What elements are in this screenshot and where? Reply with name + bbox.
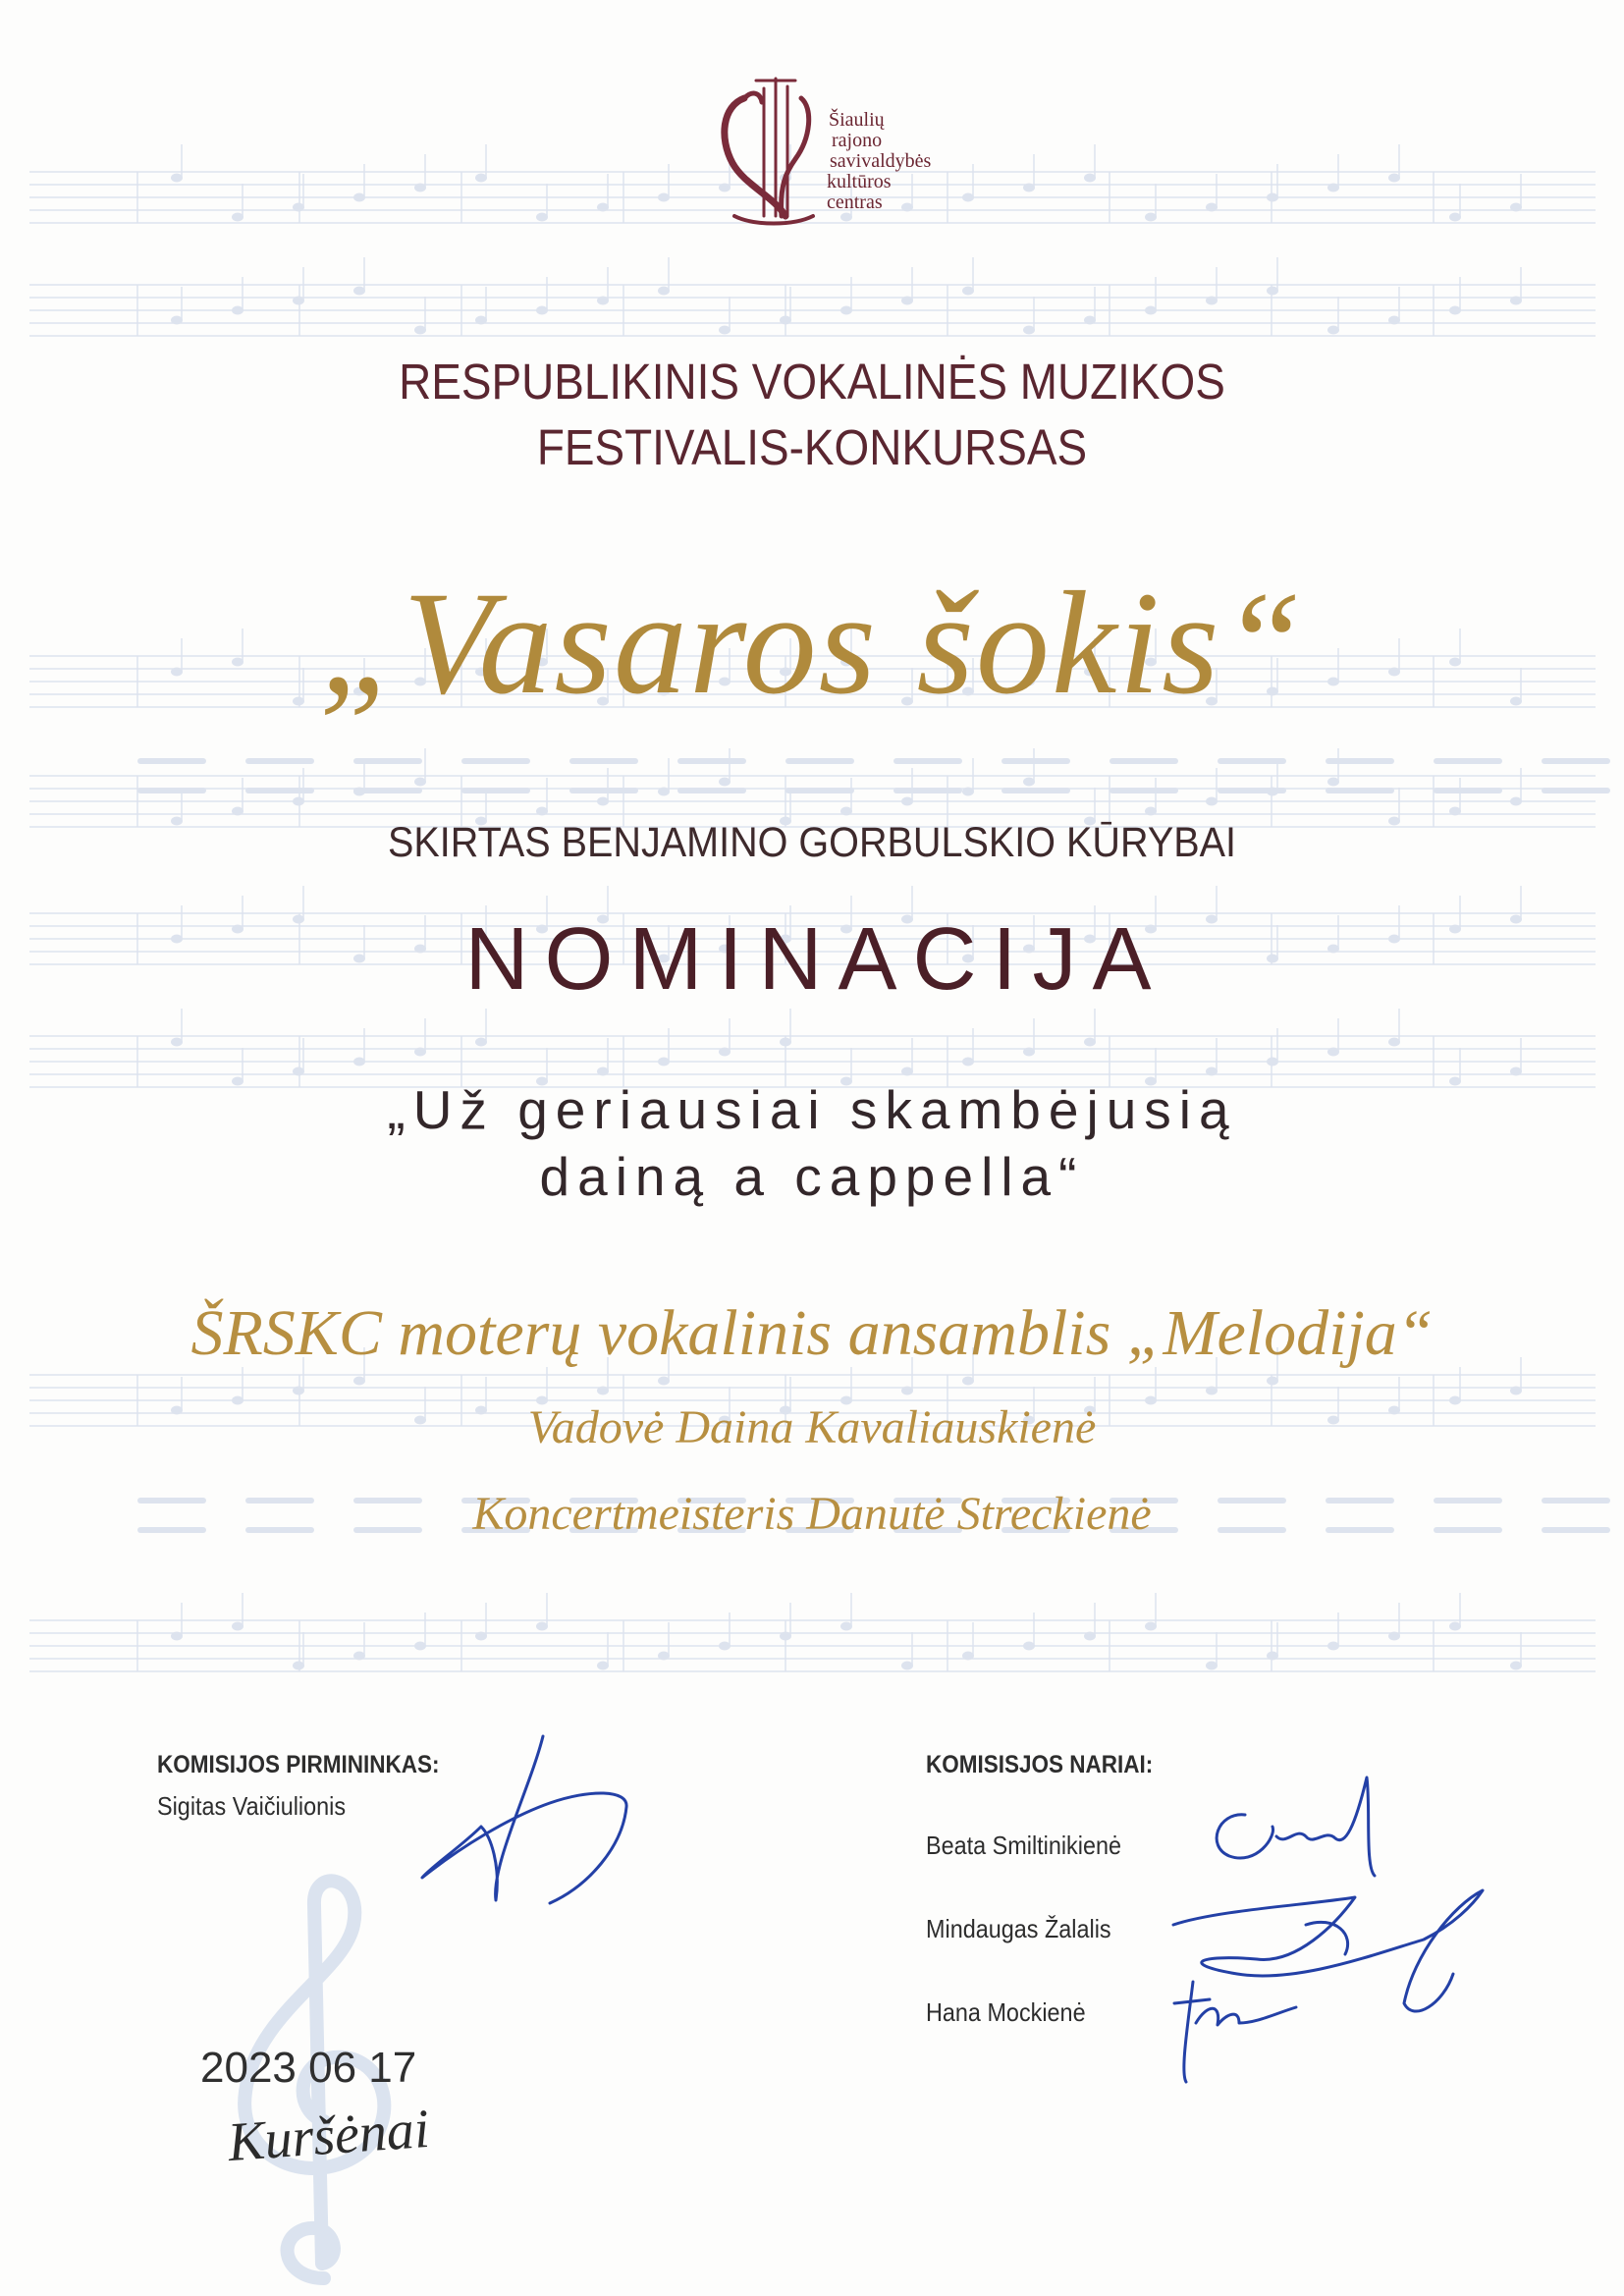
recipient-ensemble: ŠRSKC moterų vokalinis ansamblis „Melodija“: [190, 1297, 1434, 1369]
logo-text: [823, 110, 931, 213]
lyric-placeholder: [1326, 758, 1394, 764]
lyric-placeholder: [1110, 788, 1178, 793]
lyric-placeholder: [785, 788, 854, 793]
lyric-placeholder: [1326, 788, 1394, 793]
chair-label: KOMISIJOS PIRMININKAS:: [157, 1751, 440, 1778]
lyric-placeholder: [677, 758, 746, 764]
lyric-placeholder: [245, 788, 314, 793]
lyric-placeholder: [1434, 758, 1502, 764]
lyric-placeholder: [1218, 788, 1286, 793]
logo-line: savivaldybės: [830, 150, 932, 172]
lyric-placeholder: [137, 758, 206, 764]
staff: [29, 1593, 1596, 1671]
lyric-placeholder: [245, 758, 314, 764]
nomination-text-line1: „Už geriausiai skambėjusią: [387, 1079, 1237, 1140]
lyric-placeholder: [569, 788, 638, 793]
award-title: NOMINACIJA: [464, 910, 1167, 1009]
member-name: Beata Smiltinikienė: [926, 1831, 1122, 1860]
lyric-placeholder: [569, 758, 638, 764]
festival-heading-line2: FESTIVALIS-KONKURSAS: [536, 419, 1088, 475]
member-name: Hana Mockienė: [926, 1997, 1086, 2027]
festival-name: „Vasaros šokis“: [319, 562, 1305, 725]
lyric-placeholder: [893, 788, 962, 793]
logo-line: rajono: [832, 130, 883, 151]
lyric-placeholder: [353, 758, 422, 764]
recipient-accompanist: Koncertmeisteris Danutė Streckienė: [472, 1488, 1152, 1540]
place: Kuršėnai: [226, 2098, 432, 2174]
lyric-placeholder: [1434, 788, 1502, 793]
lyric-placeholder: [1218, 758, 1286, 764]
recipient-leader: Vadovė Daina Kavaliauskienė: [527, 1401, 1097, 1453]
lyric-placeholder: [1542, 788, 1610, 793]
lyric-placeholder: [1001, 788, 1070, 793]
logo-line: Šiaulių: [829, 109, 885, 131]
lyric-placeholder: [353, 788, 422, 793]
lyric-placeholder: [461, 788, 530, 793]
member-name: Mindaugas Žalalis: [926, 1914, 1111, 1943]
logo-line: centras: [827, 191, 883, 213]
nomination-text-line2: dainą a cappella“: [539, 1146, 1085, 1207]
lyric-placeholder: [461, 758, 530, 764]
lyric-placeholder: [677, 788, 746, 793]
festival-heading-line1: RESPUBLIKINIS VOKALINĖS MUZIKOS: [399, 354, 1225, 410]
lyric-placeholder: [785, 758, 854, 764]
dedication: SKIRTAS BENJAMINO GORBULSKIO KŪRYBAI: [388, 819, 1236, 866]
lyric-placeholder: [893, 758, 962, 764]
lyre-logo-icon: [705, 69, 833, 236]
lyric-placeholder: [1001, 758, 1070, 764]
members-label: KOMISISJOS NARIAI:: [926, 1751, 1154, 1778]
chair-name: Sigitas Vaičiulionis: [157, 1791, 347, 1821]
staff: [29, 257, 1596, 336]
date: 2023 06 17: [200, 2044, 417, 2092]
lyric-placeholder: [1542, 758, 1610, 764]
logo-line: kultūros: [827, 171, 892, 192]
lyric-placeholder: [137, 788, 206, 793]
lyric-placeholder: [1110, 758, 1178, 764]
